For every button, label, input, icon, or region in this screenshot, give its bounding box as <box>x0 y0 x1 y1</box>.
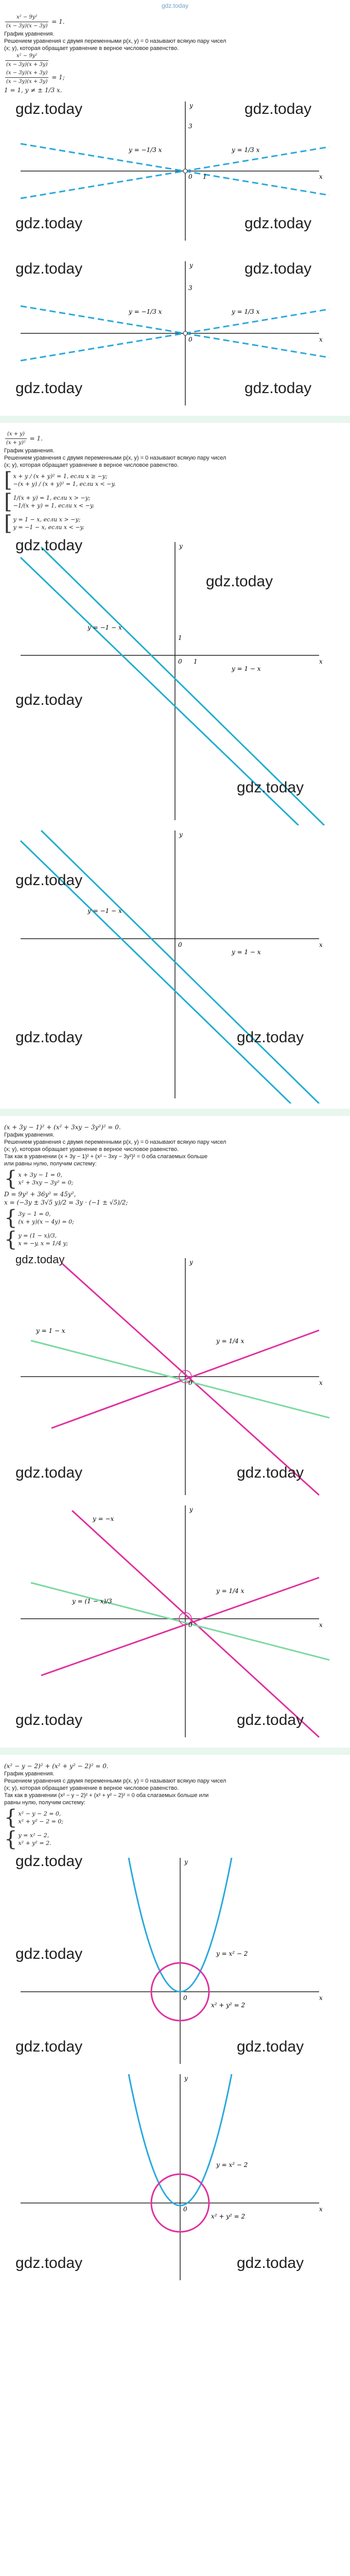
svg-text:x: x <box>319 336 323 343</box>
problem-2: $\frac{(x + y)}{\text{(x + y)²}}$ = 1. График уравнения. Решением уравнения с двумя переменными p(x, y) = 0 называют всякую пару чисел (x; y), которая обращает уравнение в верное числовое равенство. [ x + y / (x + y)² = 1, если x ≥ −y; −(x + y) / (x + y)² = 1, если x < −y. [ 1/(x + y) = 1, если x > −y; −1/(x + y) = 1, если x < −y. [ y = 1 − x, если x > −y; y = −1 − x, если x < −y. <box>4 431 226 535</box>
section-divider <box>0 1109 350 1116</box>
svg-text:y = −1/3 x: y = −1/3 x <box>129 308 162 315</box>
svg-text:0: 0 <box>183 2206 187 2213</box>
svg-text:1: 1 <box>194 658 198 665</box>
problem-3: (x + 3y − 1)² + (x² + 3xy − 3y²)² = 0. График уравнения. Решением уравнения с двумя переменными p(x, y) = 0 называют всякую пару чисел (x; y), которая обращает уравнение в верное числовое равенство. Так как в уравнении (x + 3y − 1)² + (x² − 3xy − 3y²)² = 0 оба слагаемых больше или равны нулю, получим систему: { x + 3y − 1 = 0, x² + 3xy − 3y² = 0; D = 9y² + 36y² = 45y², x = (−3y ± 3√5 y)/2 = 3y · (−1 ± √5)/2; { 3y − 1 = 0, (x + y)(x − 4y) = 0; { y = (1 − x)/3, x = −y, x = 1/4 y; <box>4 1124 226 1251</box>
svg-text:y = −1 − x: y = −1 − x <box>87 907 122 914</box>
section-divider <box>0 1748 350 1755</box>
problem-4: (x² − y − 2)² + (x² + y² − 2)² = 0. График уравнения. Решением уравнения с двумя переменными p(x, y) = 0 называют всякую пару чисел (x; y), которая обращает уравнение в верное числовое равенство. Так как в уравнении (x² − y − 2)² + (x² + y² − 2)² = 0 оба слагаемых больше или равны нулю, получим систему: { x² − y − 2 = 0, x² + y² − 2 = 0; { y = x² − 2, x² + y² = 2. <box>4 1762 226 1851</box>
hole-point <box>183 169 187 173</box>
definition-2: (x; y), которая обращает уравнение в верное числовое равенство. <box>4 45 179 52</box>
svg-text:y = 1/3 x: y = 1/3 x <box>232 308 260 315</box>
svg-text:y: y <box>179 543 183 550</box>
line-pos <box>21 147 329 198</box>
svg-text:x: x <box>319 941 323 948</box>
svg-text:0: 0 <box>188 1379 192 1386</box>
svg-text:0: 0 <box>178 658 182 665</box>
svg-text:y = x² − 2: y = x² − 2 <box>216 1950 248 1957</box>
svg-text:0: 0 <box>188 336 192 343</box>
svg-text:3: 3 <box>188 284 192 292</box>
svg-text:x: x <box>319 1994 323 2002</box>
svg-text:y: y <box>179 831 183 838</box>
line-neg <box>21 144 329 195</box>
equation: $\frac{\text{x² − 9y²}}{(x - 3y)(x - 3y)}$ = 1. <box>6 14 65 29</box>
svg-text:y = −x: y = −x <box>93 1515 114 1522</box>
svg-text:x: x <box>319 1621 323 1629</box>
svg-text:0: 0 <box>178 941 182 948</box>
svg-text:y = 1 − x: y = 1 − x <box>232 948 261 956</box>
definition-1: Решением уравнения с двумя переменными p(x, y) = 0 называют всякую пару чисел <box>4 38 226 44</box>
svg-text:1: 1 <box>178 634 182 641</box>
svg-text:y = 1/3 x: y = 1/3 x <box>232 146 260 154</box>
graph-1a: 0 x y 1 3 y = −1/3 x y = 1/3 x gdz.today gdz.today gdz.today gdz.today <box>10 96 340 246</box>
svg-text:y = −1 − x: y = −1 − x <box>87 624 122 631</box>
svg-text:0: 0 <box>188 1621 192 1629</box>
site-header[interactable]: gdz.today <box>161 2 189 9</box>
svg-text:y = (1 − x)/3: y = (1 − x)/3 <box>72 1598 112 1605</box>
svg-text:y: y <box>184 1858 188 1866</box>
svg-text:1: 1 <box>203 173 207 180</box>
svg-text:x: x <box>319 658 323 665</box>
svg-text:y = x² − 2: y = x² − 2 <box>216 2161 248 2168</box>
graph-3a: 0 x y y = 1 − x y = 1/4 x gdz.today gdz.today gdz.today <box>10 1253 340 1500</box>
svg-text:y = −1/3 x: y = −1/3 x <box>129 146 162 154</box>
svg-text:y: y <box>184 2075 188 2082</box>
svg-text:x: x <box>319 1379 323 1386</box>
heading: График уравнения. <box>4 31 55 37</box>
svg-text:y = 1 − x: y = 1 − x <box>36 1327 65 1334</box>
svg-text:x² + y² = 2: x² + y² = 2 <box>211 2213 246 2220</box>
svg-text:y: y <box>189 262 193 269</box>
section-divider <box>0 416 350 423</box>
graph-1b: 0 x y 3 y = −1/3 x y = 1/3 x gdz.today gdz.today gdz.today gdz.today <box>10 256 340 411</box>
svg-text:x: x <box>319 2206 323 2213</box>
svg-text:0: 0 <box>188 173 192 180</box>
graph-2b: 0 x y y = −1 − x y = 1 − x gdz.today gdz.today gdz.today <box>10 825 340 1104</box>
graph-4a: 0 x y y = x² − 2 x² + y² = 2 gdz.today gdz.today gdz.today gdz.today <box>15 1853 323 2055</box>
graph-3b: 0 x y y = −x y = (1 − x)/3 y = 1/4 x gdz.today gdz.today <box>10 1500 340 1742</box>
graph-2a: 0 x y 1 1 y = −1 − x y = 1 − x gdz.today gdz.today gdz.today gdz.today <box>10 537 340 825</box>
svg-text:y = 1 − x: y = 1 − x <box>232 665 261 672</box>
graph-4b: 0 x y y = x² − 2 x² + y² = 2 gdz.today gdz.today <box>15 2075 323 2272</box>
svg-text:y = 1/4 x: y = 1/4 x <box>216 1337 244 1345</box>
problem-1: $\frac{\text{x² − 9y²}}{(x - 3y)(x - 3y)}$ = 1. График уравнения. Решением уравнения с двумя переменными p(x, y) = 0 называют всякую пару чисел (x; y), которая обращает уравнение в верное числовое равенство. $\frac{\text{x² − 9y²}}{(x - 3y)(x + 3y)}$ $\frac{(x - 3y)(x + 3y)}{(x - 3y)(x + 3y)}$ = 1; 1 = 1, y ≠ ± 1/3 x. <box>0 11 350 96</box>
svg-text:y: y <box>189 102 193 109</box>
svg-text:x² + y² = 2: x² + y² = 2 <box>211 2002 246 2009</box>
svg-text:0: 0 <box>183 1994 187 2002</box>
svg-text:x: x <box>319 173 323 180</box>
svg-text:y: y <box>189 1259 193 1266</box>
svg-text:y: y <box>189 1506 193 1513</box>
svg-text:3: 3 <box>188 123 192 130</box>
svg-text:y = 1/4 x: y = 1/4 x <box>216 1587 244 1595</box>
